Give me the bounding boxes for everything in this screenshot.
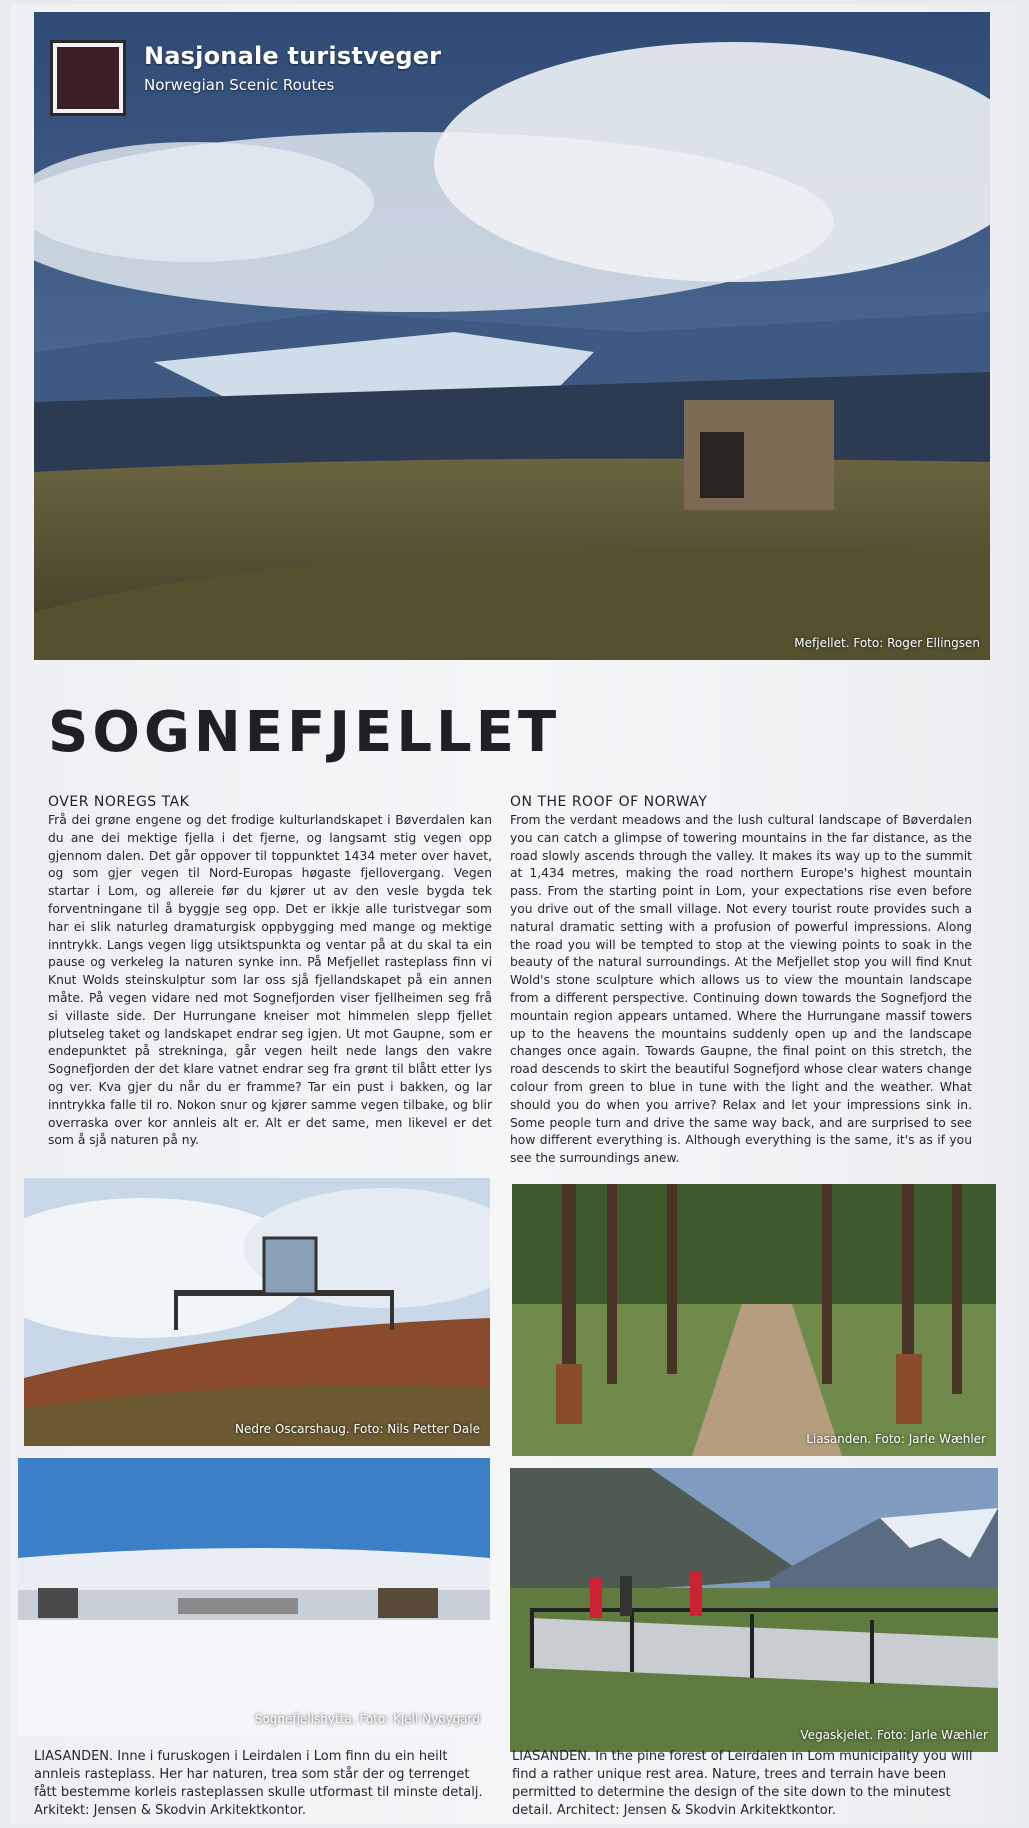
english-column xyxy=(510,794,972,1168)
page-title: SOGNEFJELLET xyxy=(48,700,561,765)
photo-liasanden xyxy=(512,1184,996,1456)
english-body: From the verdant meadows and the lush cultural landscape of Bøverdalen you can catch a glimpse of towering mountains in the far distance, as the road slowly ascends through the valley. It makes its way up to the summit at 1,434 metres, making the road northern Europe's highest mountain pass. From the starting point in Lom, your expectations rise even before you drive out of the small village. Not every tourist route provides such a natural dramatic setting with a profusion of powerful impressions. Along the road you will be tempted to stop at the viewing points to soak in the beauty of the natural surroundings. At the Mefjellet stop you will find Knut Wold's stone sculpture which allows us to view the mountain landscape from a different perspective. Continuing down towards the Sognefjord the mountain region appears untamed. Where the Hurrungane massif towers up to the heavens the mountains suddenly open up and the landscape changes once again. Towards Gaupne, the final point on this stretch, the road descends to skirt the beautiful Sognefjord whose clear waters change colour from green to blue in tune with the light and the weather. What should you do when you arrive? Relax and let your impressions sink in. Some people turn and drive the same way back, and are surprised to see how different everything is. Although everything is the same, it's as if you see the surroundings anew. xyxy=(510,813,972,1166)
bottom-norwegian-caption: LIASANDEN. Inne i furuskogen i Leirdalen i Lom finn du ein heilt annleis rasteplass. Her har naturen, trea som står der og terrenget fått bestemme korleis rasteplassen skulle utformast til minste detalj. Arkitekt: Jensen & Skodvin Arkitektkontor. xyxy=(34,1749,483,1818)
norwegian-heading: OVER NOREGS TAK xyxy=(48,794,190,810)
bottom-english-caption: LIASANDEN. In the pine forest of Leirdalen in Lom municipality you will find a rather unique rest area. Nature, trees and terrain have been permitted to determine the design of the site down to the minutest detail. Architect: Jensen & Skodvin Arkitektkontor. xyxy=(512,1749,973,1818)
liasanden-caption: Liasanden. Foto: Jarle Wæhler xyxy=(806,1432,986,1446)
hero-photo xyxy=(34,12,990,660)
vegaskjelet-caption: Vegaskjelet. Foto: Jarle Wæhler xyxy=(800,1728,988,1742)
sognefjellshytta-image xyxy=(18,1458,490,1736)
hero-caption: Mefjellet. Foto: Roger Ellingsen xyxy=(794,636,980,650)
photo-sognefjellshytta xyxy=(18,1458,490,1736)
norwegian-column xyxy=(48,794,492,1150)
hero-landscape-image xyxy=(34,12,990,660)
norwegian-body: Frå dei grøne engene og det frodige kulturlandskapet i Bøverdalen kan du ane dei mektige fjella i det fjerne, og langsamt stig vegen opp gjennom dalen. Det går oppover til toppunktet 1434 meter over havet, og som gjer vegen til Nord-Europas høgaste fjellovergang. Vegen startar i Lom, og allereie før du kjører ut av den vesle bygda tek forventningane til å byggje seg opp. Det er ikkje alle turistvegar som har ei slik naturleg dramaturgisk oppbygging med mange og mektige inntrykk. Langs vegen ligg utsiktspunkta og ventar på at du skal ta ein pause og verkeleg la naturen synke inn. På Mefjellet rasteplass finn vi Knut Wolds steinskulptur som lar oss sjå fjellandskapet på ein annen måte. På vegen vidare ned mot Sognefjorden viser fjellheimen seg frå si villaste side. Der Hurrungane kneiser mot himmelen slepp fjellet plutseleg taket og landskapet endrar seg igjen. Ut mot Gaupne, som er endepunktet på strekninga, går vegen heilt nede langs den vakre Sognefjorden der det klare vatnet endrar seg fra grønt til blått etter lys og ver. Kva gjer du når du er framme? Tar ein pust i bakken, og lar inntrykka falle til ro. Nokon snur og kjører samme vegen tilbake, og blir overraska over kor annleis alt er. Alt er det same, men likevel er det som å sjå naturen på ny. xyxy=(48,813,492,1148)
scenic-routes-logo xyxy=(50,40,126,116)
oscarshaug-image xyxy=(24,1178,490,1446)
english-heading: ON THE ROOF OF NORWAY xyxy=(510,794,708,810)
logo-emblem-icon xyxy=(57,47,119,109)
vegaskjelet-image xyxy=(510,1468,998,1752)
brand-title: Nasjonale turistveger xyxy=(144,42,442,70)
sognefjellshytta-caption: Sognefjellshytta. Foto: Kjell Nyøygard xyxy=(254,1712,480,1726)
oscarshaug-caption: Nedre Oscarshaug. Foto: Nils Petter Dale xyxy=(235,1422,480,1436)
photo-vegaskjelet xyxy=(510,1468,998,1752)
photo-oscarshaug xyxy=(24,1178,490,1446)
brand-subtitle: Norwegian Scenic Routes xyxy=(144,76,335,94)
liasanden-image xyxy=(512,1184,996,1456)
